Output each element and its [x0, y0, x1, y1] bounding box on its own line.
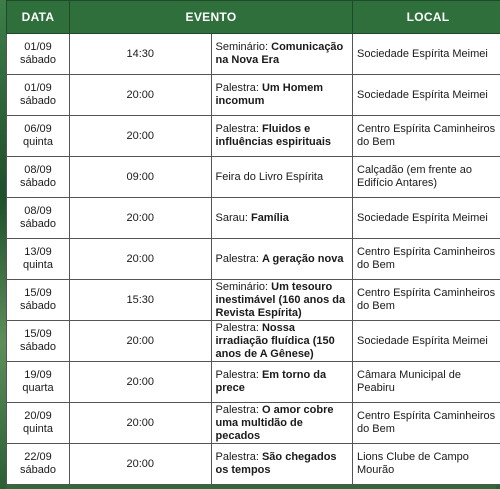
weekday-text: sábado [19, 95, 57, 107]
event-type: Palestra: [215, 321, 262, 334]
cell-event [211, 116, 353, 157]
cell-place: Centro Espírita Caminheiros do Bem [353, 239, 500, 280]
cell-time: 20:00 [70, 362, 212, 403]
cell-place: Lions Clube de Campo Mourão [353, 444, 500, 485]
cell-time: 20:00 [70, 75, 212, 116]
weekday-text: sábado [19, 218, 57, 230]
weekday-text: quinta [23, 259, 53, 271]
cell-place: Centro Espírita Caminheiros do Bem [353, 280, 500, 321]
table-row [7, 362, 500, 403]
cell-date [7, 403, 70, 444]
cell-event [211, 444, 353, 485]
cell-date [7, 280, 70, 321]
table-row [7, 239, 500, 280]
cell-date [7, 116, 70, 157]
header-event: EVENTO [70, 1, 353, 34]
cell-place: Sociedade Espírita Meimei [353, 34, 500, 75]
table-row [7, 321, 500, 362]
weekday-text: sábado [19, 177, 57, 189]
cell-event [211, 198, 353, 239]
table-row [7, 75, 500, 116]
cell-time: 20:00 [70, 198, 212, 239]
date-text: 01/09 [24, 82, 52, 94]
event-type: Palestra: [215, 403, 262, 416]
event-type: Palestra: [215, 451, 262, 463]
cell-place: Centro Espírita Caminheiros do Bem [353, 116, 500, 157]
event-type: Palestra: [215, 123, 262, 135]
event-title: Família [250, 211, 289, 224]
date-text: 19/09 [24, 369, 52, 381]
header-date: DATA [7, 1, 70, 34]
cell-place: Centro Espírita Caminheiros do Bem [353, 403, 500, 444]
cell-event [211, 403, 353, 444]
event-type: Palestra: [215, 82, 262, 94]
event-title: Nossa irradiação fluídica (150 anos de A Gênese) [215, 321, 335, 360]
table-row [7, 34, 500, 75]
cell-event [211, 75, 353, 116]
weekday-text: quinta [23, 136, 53, 148]
weekday-text: sábado [19, 300, 57, 312]
event-title: Comunicação na Nova Era [215, 41, 344, 66]
cell-date [7, 239, 70, 280]
table-row [7, 403, 500, 444]
cell-time: 20:00 [70, 116, 212, 157]
cell-event [211, 239, 353, 280]
cell-place: Sociedade Espírita Meimei [353, 75, 500, 116]
cell-place: Calçadão (em frente ao Edifício Antares) [353, 157, 500, 198]
cell-time: 15:30 [70, 280, 212, 321]
table-row [7, 157, 500, 198]
weekday-text: quinta [23, 423, 53, 435]
cell-date [7, 362, 70, 403]
date-text: 06/09 [24, 123, 52, 135]
event-title: São chegados os tempos [215, 451, 337, 476]
cell-date [7, 157, 70, 198]
event-type: Seminário: [215, 41, 272, 53]
weekday-text: quarta [22, 382, 54, 394]
event-type: Palestra: [215, 252, 262, 265]
cell-event [211, 34, 353, 75]
cell-date [7, 34, 70, 75]
cell-time: 14:30 [70, 34, 212, 75]
weekday-text: sábado [19, 341, 57, 353]
cell-event [211, 280, 353, 321]
event-type: Palestra: [215, 369, 262, 381]
table-header-row [7, 1, 500, 34]
cell-time: 09:00 [70, 157, 212, 198]
table-row [7, 116, 500, 157]
date-text: 20/09 [24, 410, 52, 422]
cell-time: 20:00 [70, 444, 212, 485]
cell-place: Sociedade Espírita Meimei [353, 321, 500, 362]
date-text: 15/09 [24, 328, 52, 340]
event-title: Em torno da prece [215, 369, 327, 394]
table-body [7, 34, 500, 485]
weekday-text: sábado [19, 54, 57, 66]
table-row [7, 198, 500, 239]
cell-date [7, 444, 70, 485]
date-text: 01/09 [24, 41, 52, 53]
event-type: Seminário: [215, 280, 272, 293]
cell-time: 20:00 [70, 321, 212, 362]
date-text: 15/09 [24, 287, 52, 299]
cell-time: 20:00 [70, 403, 212, 444]
event-title: O amor cobre uma multidão de pecados [215, 403, 334, 442]
event-title: Um Homem incomum [215, 82, 324, 107]
date-text: 08/09 [24, 205, 52, 217]
weekday-text: sábado [19, 464, 57, 476]
cell-date [7, 321, 70, 362]
date-text: 22/09 [24, 451, 52, 463]
table-row [7, 444, 500, 485]
event-title: Um tesouro inestimável (160 anos da Revista Espírita) [215, 280, 346, 319]
cell-event [211, 362, 353, 403]
cell-event [211, 157, 353, 198]
header-place: LOCAL [353, 1, 500, 34]
cell-time: 20:00 [70, 239, 212, 280]
date-text: 08/09 [24, 164, 52, 176]
event-type: Feira do Livro Espírita [215, 170, 324, 183]
cell-place: Câmara Municipal de Peabiru [353, 362, 500, 403]
cell-event [211, 321, 353, 362]
cell-date [7, 75, 70, 116]
cell-place: Sociedade Espírita Meimei [353, 198, 500, 239]
table-row [7, 280, 500, 321]
event-title: A geração nova [261, 252, 344, 265]
event-type: Sarau: [215, 211, 251, 224]
cell-date [7, 198, 70, 239]
event-title: Fluidos e influências espirituais [215, 123, 332, 148]
events-table [6, 0, 500, 485]
date-text: 13/09 [24, 246, 52, 258]
